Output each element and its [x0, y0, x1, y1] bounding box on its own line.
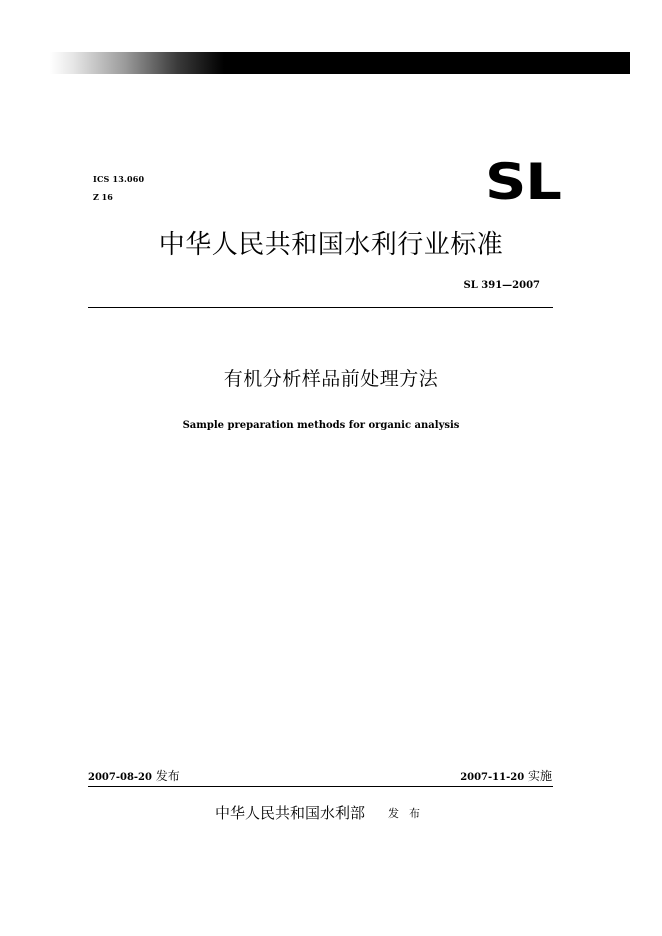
issuing-authority: 中华人民共和国水利部: [215, 804, 366, 822]
implement-date: 2007-11-20: [460, 772, 525, 783]
issue-date-line: [88, 767, 180, 787]
sl-logo: SL: [485, 153, 561, 211]
issue-date: 2007-08-20: [88, 772, 152, 783]
implement-date-line: [460, 767, 552, 787]
implement-label: 实施: [527, 769, 552, 783]
top-divider: [88, 307, 553, 308]
bottom-divider: [88, 786, 553, 787]
ics-code: ICS 13.060: [93, 174, 145, 184]
ccs-code: Z 16: [93, 192, 113, 202]
issue-label: 发布: [155, 769, 180, 783]
issue-word: 发布: [388, 807, 430, 820]
standard-number: SL 391—2007: [463, 280, 540, 291]
standard-category-title: 中华人民共和国水利行业标准: [158, 230, 504, 260]
document-title-en: Sample preparation methods for organic analysis: [182, 420, 460, 431]
document-title-cn: 有机分析样品前处理方法: [223, 368, 439, 390]
top-gradient-band: [50, 52, 630, 74]
